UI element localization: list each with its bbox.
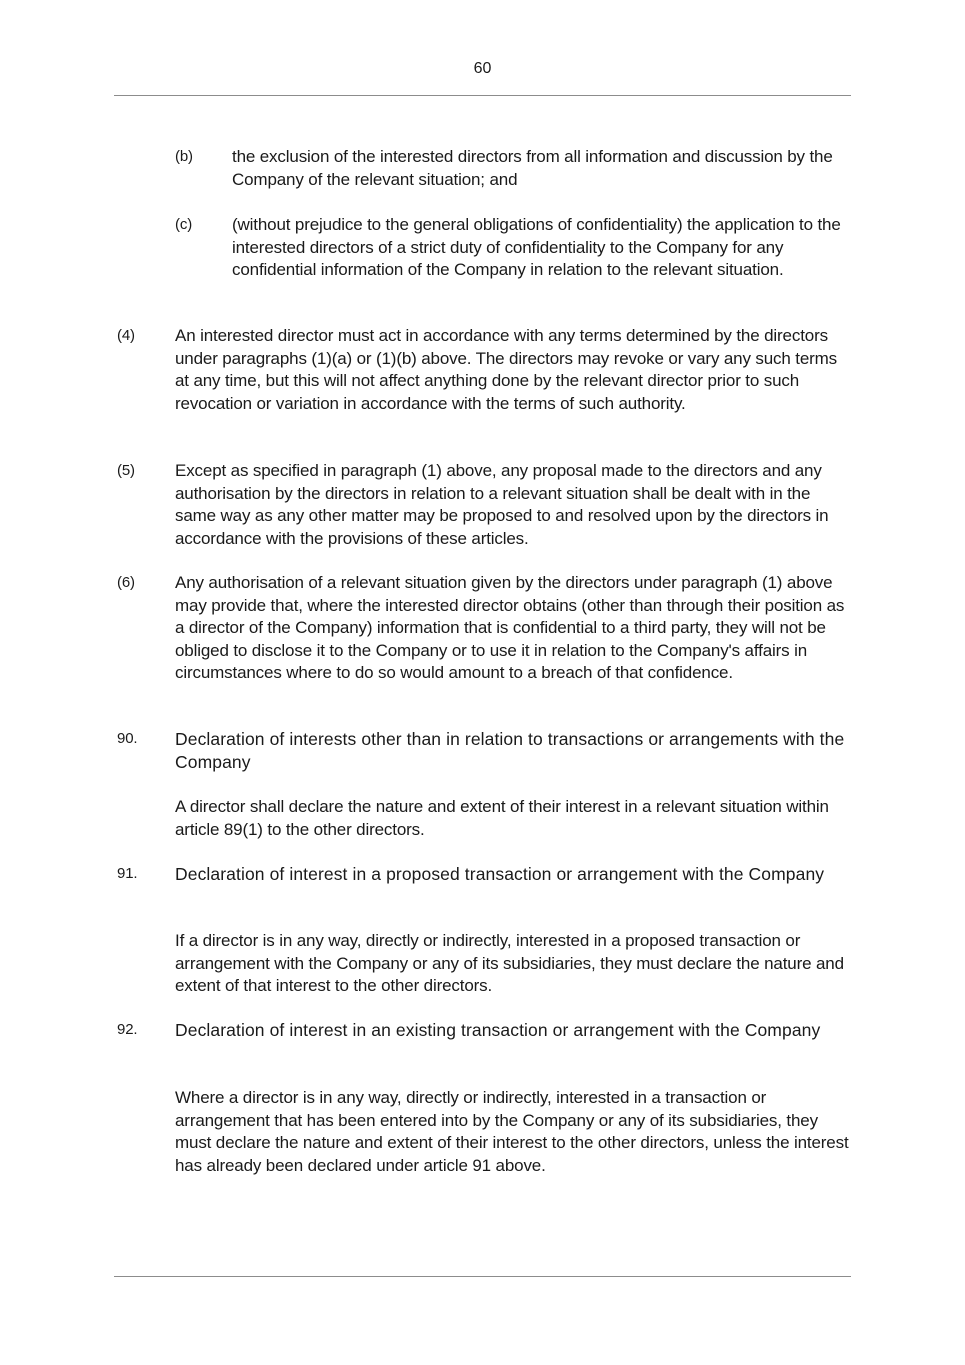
article-number: 92. (117, 1021, 138, 1038)
article-heading: Declaration of interest in a proposed transaction or arrangement with the Company (175, 864, 825, 884)
paragraph-label: (5) (117, 462, 135, 479)
sub-item-text: (without prejudice to the general obligations of confidentiality) the application to the interested directors of a strict duty of confidentiality to the Company for any confidential information of the Company in relation to the relevant situation. (232, 215, 841, 279)
paragraph-label: (4) (117, 327, 135, 344)
sub-item-label: (b) (175, 148, 193, 165)
article-number: 91. (117, 865, 138, 882)
sub-item-text: the exclusion of the interested directors from all information and discussion by the Company of the relevant situation; and (232, 147, 833, 189)
article-number: 90. (117, 730, 138, 747)
sub-item-label: (c) (175, 216, 193, 233)
article-91-body: If a director is in any way, directly or indirectly, interested in a proposed transaction or arrangement with the Company or any of its subsidiaries, they must declare the nature and extent of that interest to the other directors. (175, 931, 844, 995)
footer-divider (114, 1276, 851, 1277)
article-heading: Declaration of interest in an existing transaction or arrangement with the Company (175, 1020, 821, 1040)
article-90-body: A director shall declare the nature and extent of their interest in a relevant situation within article 89(1) to the other directors. (175, 797, 829, 839)
paragraph-text: An interested director must act in accordance with any terms determined by the directors under paragraphs (1)(a) or (1)(b) above. The directors may revoke or vary any such terms at any time, but this will not affect anything done by the relevant director prior to such revocation or variation in accordance with the terms of such authority. (175, 326, 838, 413)
article-heading: Declaration of interests other than in relation to transactions or arrangements with the Company (175, 729, 845, 772)
article-92-body: Where a director is in any way, directly or indirectly, interested in a transaction or arrangement that has been entered into by the Company or any of its subsidiaries, they must declare the nature and extent of their interest to the other directors, unless the interest has already been declared under article 91 above. (175, 1088, 849, 1175)
paragraph-text: Except as specified in paragraph (1) above, any proposal made to the directors and any authorisation by the directors in relation to a relevant situation shall be dealt with in the same way as any other matter may be proposed to and resolved upon by the directors in accordance with the provisions of these articles. (175, 461, 829, 548)
page-number: 60 (473, 60, 492, 77)
paragraph-label: (6) (117, 574, 135, 591)
header-divider (114, 95, 851, 96)
paragraph-text: Any authorisation of a relevant situation given by the directors under paragraph (1) above may provide that, where the interested director obtains (other than through their position as a director of the Company) information that is confidential to a third party, they will not be obliged to disclose it to the Company or to use it in relation to the Company's affairs in circumstances where to do so would amount to a breach of that confidence. (175, 573, 845, 682)
